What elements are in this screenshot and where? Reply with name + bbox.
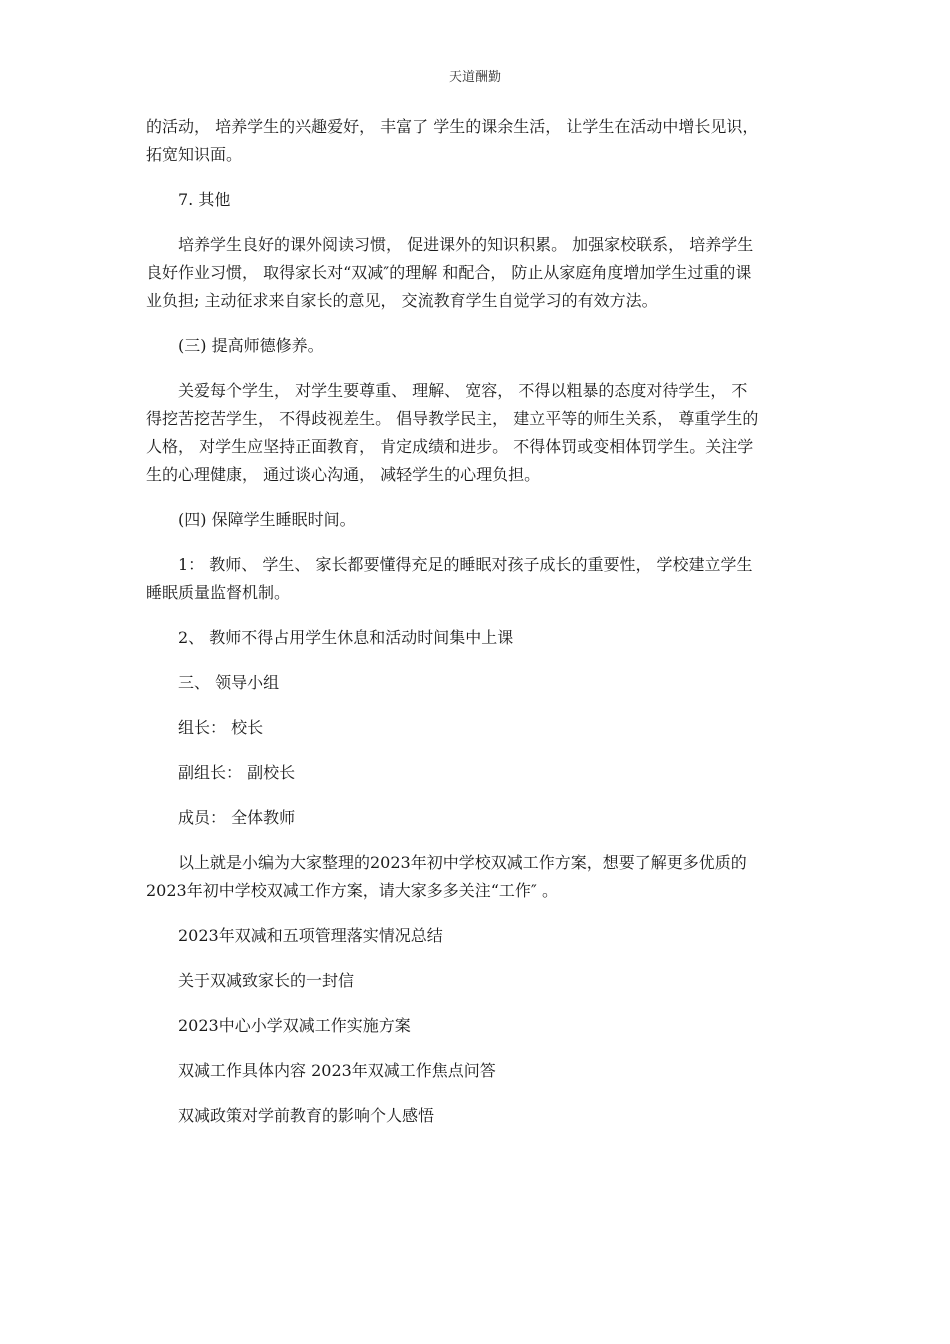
text-line: 2023年初中学校双减工作方案，请大家多多关注“工作″ 。 bbox=[146, 881, 558, 900]
text-line: 业负担; 主动征求来自家长的意见， 交流教育学生自觉学习的有效方法。 bbox=[146, 291, 658, 310]
text-line: 1： 教师、 学生、 家长都要懂得充足的睡眠对孩子成长的重要性， 学校建立学生 bbox=[178, 555, 753, 574]
text-line[interactable]: 2023年双减和五项管理落实情况总结 bbox=[178, 926, 443, 945]
text-line: 良好作业习惯， 取得家长对“双减″的理解 和配合， 防止从家庭角度增加学生过重的课 bbox=[146, 263, 752, 282]
text-line: 的活动， 培养学生的兴趣爱好， 丰富了 学生的课余生活， 让学生在活动中增长见识， bbox=[146, 117, 759, 136]
text-line: 培养学生良好的课外阅读习惯， 促进课外的知识积累。 加强家校联系， 培养学生 bbox=[178, 235, 754, 254]
text-line: 拓宽知识面。 bbox=[146, 145, 243, 164]
paragraph bbox=[146, 624, 806, 652]
text-line: 组长： 校长 bbox=[178, 718, 264, 737]
related-link[interactable] bbox=[146, 1057, 806, 1085]
text-line[interactable]: 双减工作具体内容 2023年双减工作焦点问答 bbox=[178, 1061, 496, 1080]
related-link[interactable] bbox=[146, 1012, 806, 1040]
paragraph bbox=[146, 113, 806, 169]
related-link[interactable] bbox=[146, 1102, 806, 1130]
text-line: 人格， 对学生应坚持正面教育， 肯定成绩和进步。 不得体罚或变相体罚学生。关注学 bbox=[146, 437, 754, 456]
text-line: 2、 教师不得占用学生休息和活动时间集中上课 bbox=[178, 628, 514, 647]
text-line: 副组长： 副校长 bbox=[178, 763, 296, 782]
text-line: 三、 领导小组 bbox=[178, 673, 280, 692]
text-line: (四) 保障学生睡眠时间。 bbox=[178, 510, 356, 529]
paragraph bbox=[146, 759, 806, 787]
paragraph bbox=[146, 231, 806, 315]
section-heading bbox=[146, 332, 806, 360]
section-heading bbox=[146, 506, 806, 534]
paragraph bbox=[146, 377, 806, 489]
related-link[interactable] bbox=[146, 922, 806, 950]
paragraph bbox=[146, 849, 806, 905]
text-line[interactable]: 2023中心小学双减工作实施方案 bbox=[178, 1016, 411, 1035]
text-line: 7. 其他 bbox=[178, 190, 231, 209]
paragraph bbox=[146, 714, 806, 742]
text-line: 成员： 全体教师 bbox=[178, 808, 296, 827]
text-line[interactable]: 双减政策对学前教育的影响个人感悟 bbox=[178, 1106, 435, 1125]
text-line: 生的心理健康， 通过谈心沟通， 减轻学生的心理负担。 bbox=[146, 465, 541, 484]
text-line: 得挖苦挖苦学生， 不得歧视差生。 倡导教学民主， 建立平等的师生关系， 尊重学生的 bbox=[146, 409, 759, 428]
text-line[interactable]: 关于双减致家长的一封信 bbox=[178, 971, 355, 990]
paragraph bbox=[146, 551, 806, 607]
document-body bbox=[146, 113, 806, 1130]
page-header: 天道酬勤 bbox=[448, 70, 501, 85]
text-line: 以上就是小编为大家整理的2023年初中学校双减工作方案，想要了解更多优质的 bbox=[178, 853, 747, 872]
section-heading bbox=[146, 669, 806, 697]
related-link[interactable] bbox=[146, 967, 806, 995]
paragraph bbox=[146, 804, 806, 832]
text-line: (三) 提高师德修养。 bbox=[178, 336, 324, 355]
section-heading bbox=[146, 186, 806, 214]
text-line: 关爱每个学生， 对学生要尊重、 理解、 宽容， 不得以粗暴的态度对待学生， 不 bbox=[178, 381, 748, 400]
text-line: 睡眠质量监督机制。 bbox=[146, 583, 291, 602]
